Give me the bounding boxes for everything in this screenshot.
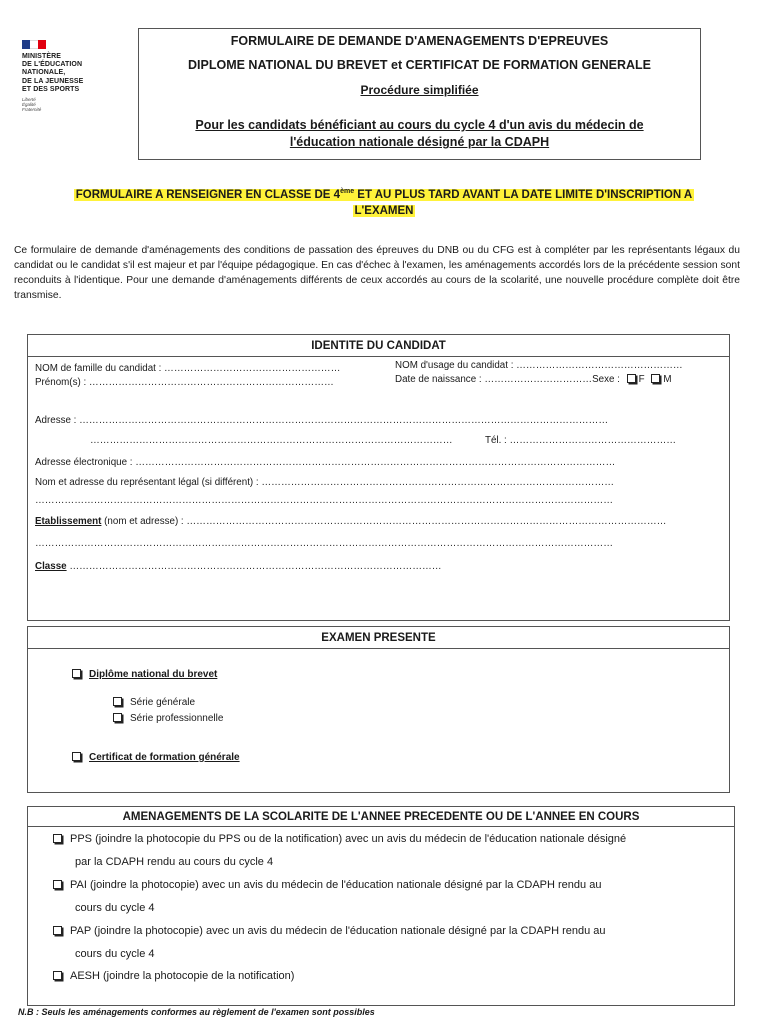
sex-f-label: F [638, 374, 645, 385]
pps-label: PPS (joindre la photocopie du PPS ou de la notification) avec un avis du médecin de l'éducation nationale désigné [70, 833, 627, 845]
serie-generale-checkbox[interactable] [113, 697, 122, 706]
motto-fraternite: Fraternité [22, 107, 42, 113]
pai-label-2: cours du cycle 4 [75, 902, 155, 914]
cfg-label: Certificat de formation générale [89, 752, 240, 763]
legal-rep-line-2-field[interactable]: …………………………………………………………………………………………………………………………………………………………… [35, 495, 614, 506]
sex-m-label: M [663, 374, 672, 385]
target-line-2: l'éducation nationale désigné par la CDAPH [289, 135, 550, 149]
ministry-name-4: DE LA JEUNESSE [22, 77, 84, 85]
pps-option[interactable] [53, 828, 626, 874]
pai-label: PAI (joindre la photocopie) avec un avis du médecin de l'éducation nationale désigné par la CDAPH rendu au [70, 879, 602, 891]
target-line-1: Pour les candidats bénéficiant au cours du cycle 4 d'un avis du médecin de [195, 118, 644, 132]
amenagements-section [27, 806, 735, 1006]
banner-line-1 [74, 189, 694, 201]
exam-dnb-option[interactable] [72, 669, 217, 680]
pps-label-2: par la CDAPH rendu au cours du cycle 4 [75, 856, 274, 868]
deadline-banner [20, 184, 748, 219]
serie-pro-checkbox[interactable] [113, 713, 122, 722]
birth-date-field [395, 374, 672, 385]
address-field[interactable]: Adresse : ……………………………………………………………………………………………………………………………………………… [35, 415, 609, 426]
aesh-option[interactable] [53, 965, 294, 988]
form-subtitle: DIPLOME NATIONAL DU BREVET et CERTIFICAT DE FORMATION GENERALE [188, 58, 651, 72]
pap-checkbox[interactable] [53, 926, 62, 935]
exam-cfg-option[interactable] [72, 752, 240, 763]
serie-pro-option[interactable] [113, 713, 223, 724]
class-field[interactable] [35, 561, 442, 572]
intro-paragraph: Ce formulaire de demande d'aménagements des conditions de passation des épreuves du DNB ou du CFG est à compléter par les représentants légaux du candidat ou le candidat s'il est majeur et par l'équipe pédagogique. En cas d'échec à l'examen, les aménagements accordés lors de la précédente session sont reconduits à l'identique. Pour une demande d'aménagements différents de ceux accordés au cours de la scolarité, une nouvelle procédure complète doit être transmise. [14, 245, 740, 301]
class-input[interactable]: …………………………………………………………………………………………………… [66, 561, 442, 572]
phone-field[interactable]: Tél. : …………………………………………… [485, 435, 677, 446]
cfg-checkbox[interactable] [72, 752, 81, 761]
first-name-field[interactable]: Prénom(s) : ………………………………………………………………… [35, 377, 334, 388]
usage-name-field[interactable]: NOM d'usage du candidat : …………………………………………… [395, 360, 683, 371]
french-flag-icon [22, 40, 46, 49]
dnb-label: Diplôme national du brevet [89, 669, 218, 680]
exam-title: EXAMEN PRESENTE [28, 627, 729, 649]
aesh-checkbox[interactable] [53, 971, 62, 980]
pap-label-2: cours du cycle 4 [75, 948, 155, 960]
class-label: Classe [35, 561, 67, 572]
banner-line-2: L'EXAMEN [354, 204, 414, 217]
footnote: N.B : Seuls les aménagements conformes au règlement de l'examen sont possibles [18, 1007, 375, 1017]
serie-generale-label: Série générale [130, 697, 196, 708]
dnb-checkbox[interactable] [72, 669, 81, 678]
banner-sup: ème [340, 188, 355, 195]
amenagements-title: AMENAGEMENTS DE LA SCOLARITE DE L'ANNEE PRECEDENTE OU DE L'ANNEE EN COURS [28, 807, 734, 827]
banner-part-2: ET AU PLUS TARD AVANT LA DATE LIMITE D'INSCRIPTION A [354, 188, 693, 201]
school-input[interactable]: (nom et adresse) : ………………………………………………………………………………………………………………………………… [101, 516, 667, 527]
identity-title: IDENTITE DU CANDIDAT [28, 335, 729, 357]
serie-generale-option[interactable] [113, 697, 195, 708]
sex-label: Sexe : [592, 374, 620, 385]
address-line-2-field[interactable]: ………………………………………………………………………………………………… [90, 435, 453, 446]
aesh-label: AESH (joindre la photocopie de la notification) [70, 970, 295, 982]
serie-pro-label: Série professionnelle [130, 713, 224, 724]
pps-checkbox[interactable] [53, 834, 62, 843]
school-field[interactable] [35, 516, 666, 527]
birth-date-input[interactable]: Date de naissance : …………………………… [395, 374, 593, 385]
form-header [138, 28, 701, 160]
identity-section [27, 334, 730, 621]
sex-m-checkbox[interactable] [651, 374, 660, 383]
ministry-name-2: DE L'ÉDUCATION [22, 61, 83, 69]
school-line-2-field[interactable]: …………………………………………………………………………………………………………………………………………………………… [35, 538, 614, 549]
banner-part-1: FORMULAIRE A RENSEIGNER EN CLASSE DE 4 [75, 188, 341, 201]
ministry-name-5: ET DES SPORTS [22, 85, 80, 93]
ministry-name-1: MINISTÈRE [22, 53, 62, 60]
procedure-label: Procédure simplifiée [360, 83, 479, 97]
republic-motto [22, 97, 122, 112]
ministry-name-3: NATIONALE, [22, 69, 66, 77]
email-field[interactable]: Adresse électronique : ………………………………………………………………………………………………………………………………… [35, 457, 616, 468]
motto-egalite: Égalité [22, 102, 36, 108]
pap-option[interactable] [53, 920, 606, 966]
motto-liberte: Liberté [22, 97, 36, 103]
form-title: FORMULAIRE DE DEMANDE D'AMENAGEMENTS D'EPREUVES [230, 34, 609, 48]
school-label: Etablissement [35, 516, 102, 527]
family-name-field[interactable]: NOM de famille du candidat : ……………………………………………… [35, 363, 341, 374]
pai-checkbox[interactable] [53, 880, 62, 889]
exam-section [27, 626, 730, 793]
legal-rep-field[interactable]: Nom et adresse du représentant légal (si différent) : ……………………………………………………………………………………………… [35, 477, 615, 488]
sex-f-checkbox[interactable] [627, 374, 636, 383]
target-candidates [139, 117, 700, 151]
ministry-logo [22, 40, 122, 112]
pai-option[interactable] [53, 874, 601, 920]
pap-label: PAP (joindre la photocopie) avec un avis du médecin de l'éducation nationale désigné par la CDAPH rendu au [70, 925, 606, 937]
